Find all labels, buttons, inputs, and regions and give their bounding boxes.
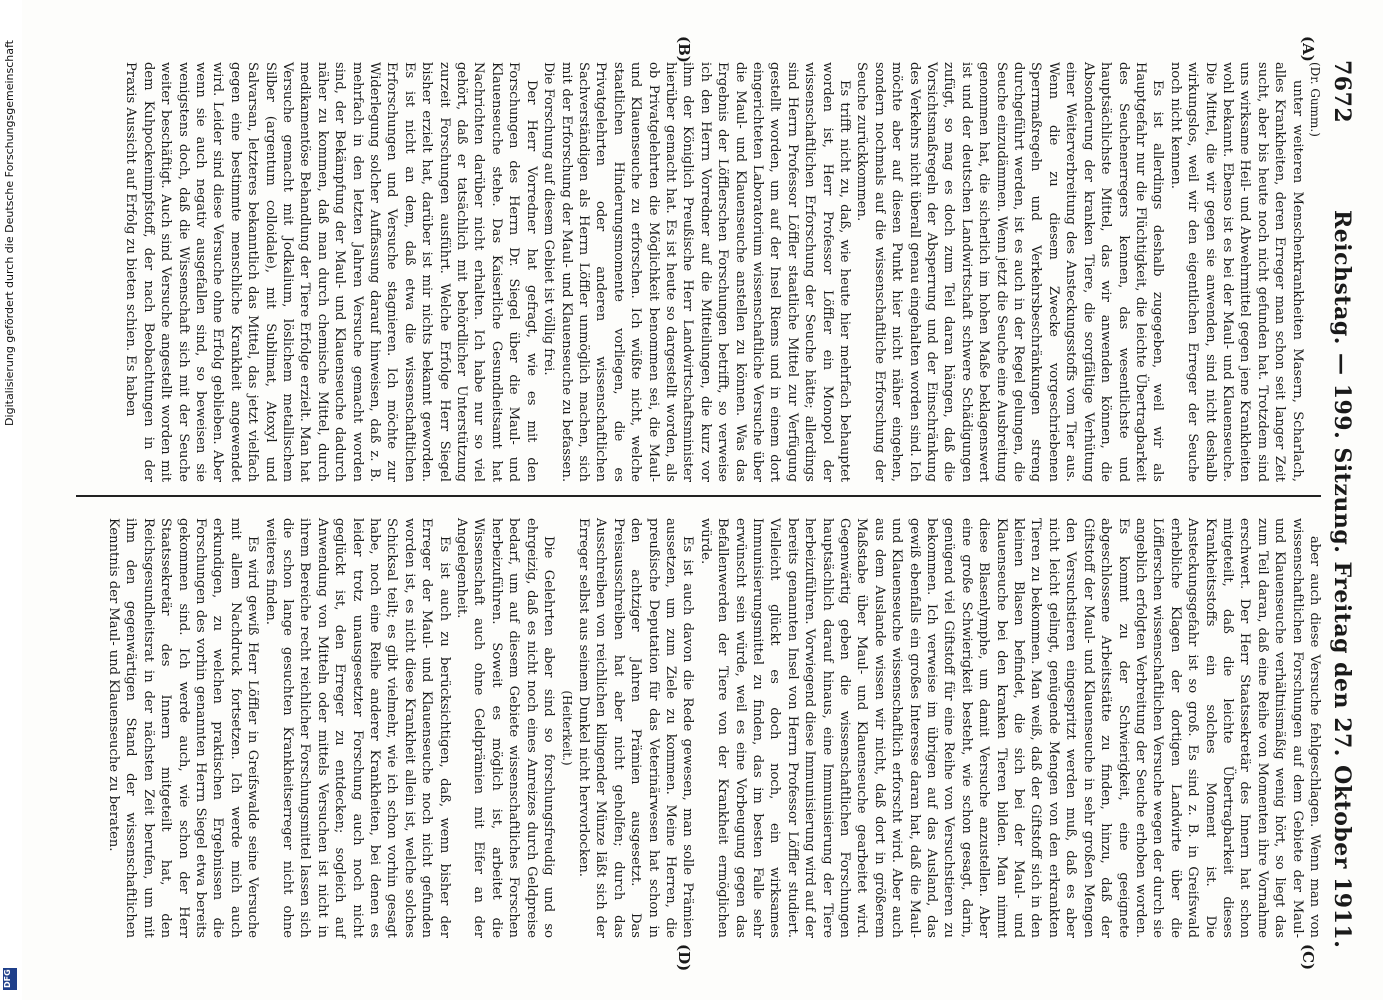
funding-credit: Digitalisierung gefördert durch die Deutsche Forschungsgemeinschaft <box>3 40 16 426</box>
paragraph: aber auch diese Versuche fehlgeschlagen. Wenn man von wissenschaftlichen Forschungen auf dem Gebiete der Maul- und Klauenseuche verhältnismäßig wenig hört, so liegt das zum Teil daran, daß eine Reihe von Momenten ihre Vornahme erschwert. Der Herr Staatssekretär des Innern hat schon mitgeteilt, daß die leichte Übertragbarkeit dieses Krankheitsstoffs ein solches Moment ist. Die Ansteckungsgefahr ist so groß. Es sind z. B. in Greifswald erhebliche Klagen der dortigen Landwirte über die Löfflerschen wissenschaftlichen Versuche wegen der durch sie angeblich erfolgten Verbreitung der Seuche erhoben worden. Es kommt zu der Schwierigkeit, eine geeignete abgeschlossene Arbeitsstätte zu finden, hinzu, daß der Giftstoff der Maul- und Klauenseuche in sehr großen Mengen den Versuchstieren eingespritzt werden muß, daß es aber nicht leicht gelingt, genügende Mengen von den erkrankten Tieren zu bekommen. Man weiß, daß der Giftstoff sich in den kleinen Blasen befindet, die sich bei der Maul- und Klauenseuche bei den kranken Tieren bilden. Man nimmt diese Blasenlymphe, um damit Versuche anzustellen. Aber eine große Schwierigkeit besteht, wie schon gesagt, darin, genügend viel Giftstoff für eine Reihe von Versuchstieren zu bekommen. Ich verweise im übrigen auf das Ausland, das gewiß ebenfalls ein großes Interesse daran hat, daß die Maul- und Klauenseuche wissenschaftlich erforscht wird. Aber auch aus dem Auslande wissen wir nicht, daß dort in größerem Maßstabe über Maul- und Klauenseuche gearbeitet wird. Gegenwärtig geben die wissenschaftlichen Forschungen hauptsächlich darauf hinaus, eine Immunisierung der Tiere herbeizuführen. Vorwiegend diese Immunisierung wird auf der bereits genannten Insel von Herrn Professor Löffler studiert. Vielleicht glückt es doch noch, ein wirksames Immunisierungsmittel zu finden, das im besten Falle sehr erwünscht sein würde, weil es eine Vorbeugung gegen das Befallenwerden der Tiere von der Krankheit ermöglichen würde. <box>697 518 1322 938</box>
running-title: Reichstag. — 199. Sitzung. Freitag den 27. Oktober 1911. <box>1329 210 1355 949</box>
paragraph: Es ist allerdings deshalb zugegeben, weil wir als Hauptgefahr nur die Flüchtigkeit, die leichte Übertragbarkeit des Seuchenerregers kennen, das wesentlichste und hauptsächlichste Mittel, das wir anwenden können, die Absonderung der kranken Tiere, die sorgfältige Verhütung einer Weiterverbreitung des Ansteckungsstoffs vom Tier aus. Wenn die zu diesem Zwecke vorgeschriebenen Sperrmaßregeln und Verkehrsbeschränkungen streng durchgeführt werden, ist es auch in der Regel gelungen, die Seuche einzudämmen. Wenn jetzt die Seuche eine Ausbreitung genommen hat, die sicherlich im hohen Maße beklagenswert ist und der deutschen Landwirtschaft schwere Schädigungen zufügt, so mag es doch zum Teil daran hängen, daß die Vorsichtsmaßregeln der Absperrung und der Einschränkung des Verkehrs nicht überall genau eingehalten worden sind. Ich möchte aber auf diesen Punkt hier nicht näher eingehen, sondern nochmals auf die wissenschaftliche Erforschung der Seuche zurückkommen. <box>854 62 1166 482</box>
dfg-logo: DFG <box>3 968 17 990</box>
paragraph: Es trifft nicht zu, daß, wie heute hier mehrfach behauptet worden ist, Herr Professor Löffler ein Monopol der wissenschaftlichen Erforschung der Seuche hätte; allerdings sind Herrn Professor Löffler staatliche Mittel zur Verfügung gestellt worden, um auf der Insel Riems und in einem dort eingerichteten Laboratorium wissenschaftliche Versuche über die Maul- und Klauenseuche anstellen zu können. Was das Ergebnis der Löfflerschen Forschungen betrifft, so verweise ich den Herrn Vorredner auf die Mitteilungen, die kurz vor ihm der Königlich Preußische Herr Landwirtschaftsminister hierüber gemacht hat. Es ist heute so dargestellt worden, als ob Privatgelehrten die Möglichkeit benommen sei, die Maul- und Klauenseuche zu erforschen. Ich wüßte nicht, welche staatlichen Hinderungsmomente vorliegen, die es Privatgelehrten oder anderen wissenschaftlichen Sachverständigen als Herrn Löffler unmöglich machen, sich mit der Erforschung der Maul- und Klauenseuche zu befassen. Die Forschung auf diesem Gebiet ist völlig frei. <box>541 62 853 482</box>
interjection: (Heiterkeit.) <box>559 690 574 766</box>
left-text-column <box>73 62 1323 482</box>
paragraph: Die Gelehrten aber sind so forschungsfreudig und so ehrgeizig, daß es nicht noch eines Anreizes durch Geldpreise bedarf, um auf diesem Gebiete wissenschaftliches Forschen herbeizuführen. Soweit es möglich ist, arbeitet die Wissenschaft auch ohne Geldprämien mit Eifer an der Angelegenheit. <box>454 518 557 938</box>
column-divider <box>76 495 1321 497</box>
page-header <box>1325 60 1355 970</box>
digitization-sidebar <box>0 0 22 1000</box>
paragraph: Es ist auch davon die Rede gewesen, man solle Prämien aussetzen, um zum Ziele zu kommen. Meine Herren, die preußische Deputation für das Veterinärwesen hat schon in den achtziger Jahren Prämien ausgesetzt. Das Preisausschreiben hat aber nicht geholfen; durch das Ausschreiben von reichlichen klingender Münze läßt sich der Erreger selbst aus seinem Dunkel nicht hervorlocken. <box>575 518 696 938</box>
right-text-column <box>105 518 1323 938</box>
paragraph: Der Herr Vorredner hat gefragt, wie es mit den Forschungen des Herrn Dr. Siegel über die Maul- und Klauenseuche stehe. Das Kaiserliche Gesundheitsamt hat Nachrichten darüber nicht erhalten. Ich habe nur so viel gehört, daß er tatsächlich mit behördlicher Unterstützung zurzeit Forschungen ausführt. Welche Erfolge Herr Siegel bisher erzielt hat, darüber ist mir nichts bekannt geworden. Es ist nicht an dem, daß etwa die wissenschaftlichen Erforschungen und Versuche stagnieren. Ich möchte zur Widerlegung solcher Auffassung darauf hinweisen, daß z. B. mehrfach in den letzten Jahren Versuche gemacht worden sind, der Bekämpfung der Maul- und Klauenseuche dadurch näher zu kommen, daß man durch chemische Mittel, durch medikamentöse Behandlung der Tiere Erfolge erzielt. Man hat Versuche gemacht mit Jodkalium, löslichem metallischem Silber (argentum colloidale), mit Sublimat, Atoxyl und Salvarsan, letzteres bekanntlich das Mittel, das jetzt vielfach gegen eine bestimmte menschliche Krankheit angewendet wird. Leider sind diese Versuche ohne Erfolg geblieben. Aber wenn sie auch negativ ausgefallen sind, so beweisen sie wenigstens doch, daß die Wissenschaft sich mit der Seuche weiter beschäftigt. Auch sind Versuche angestellt worden mit dem Kuhpockenimpfstoff, der nach Beobachtungen in der Praxis Aussicht auf Erfolg zu bieten schien. Es haben <box>123 62 539 482</box>
margin-marker-a: (A) <box>1299 36 1317 62</box>
speaker-tag: (Dr. Gumm.) <box>1308 62 1322 137</box>
paragraph: unter weiteren Menschenkrankheiten Masern, Scharlach, alles Krankheiten, deren Erreger man schon seit langer Zeit sucht, aber bis heute noch nicht gefunden hat. Trotzdem sind uns wirksame Heil- und Abwehrmittel gegen jene Krankheiten wohl bekannt. Ebenso ist es bei der Maul- und Klauenseuche. Die Mittel, die wir gegen sie anwenden, sind nicht deshalb wirkungslos, weil wir den eigentlichen Erreger der Seuche noch nicht kennen. <box>1167 62 1305 482</box>
margin-marker-d: (D) <box>675 944 693 972</box>
page-number: 7672 <box>1329 60 1355 124</box>
margin-marker-b: (B) <box>675 36 693 63</box>
margin-marker-c: (C) <box>1299 944 1317 971</box>
paragraph: Es wird gewiß Herr Löffler in Greifswalde seine Versuche mit allem Nachdruck fortsetzen. Ich werde mich auch erkundigen, zu welchen praktischen Ergebnissen die Forschungen des vorhin genannten Herrn Siegel etwa bereits gekommen sind. Ich werde auch, wie schon der Herr Staatssekretär des Innern mitgeteilt hat, den Reichsgesundheitsrat in der nächsten Zeit berufen, um mit ihm den gegenwärtigen Stand der wissenschaftlichen Kenntnis der Maul- und Klauenseuche zu beraten. <box>105 518 261 938</box>
paragraph: Es ist auch zu berücksichtigen, daß, wenn bisher der Erreger der Maul- und Klauenseuche noch nicht gefunden worden ist, es nicht diese Krankheit allein ist, welche solches Schicksal teilt; es gibt vielmehr, wie ich schon vorhin gesagt habe, noch eine Reihe anderer Krankheiten, bei denen es leider trotz unausgesetzter Forschung auch noch nicht geglückt ist, den Erreger zu entdecken; sogleich auf Anwendung von Mitteln oder mittels Versuchen ist nicht in ihrem Bereiche recht reichlicher Forschungsmittel lassen sich die schon lange gesuchten Krankheitserreger nicht ohne weiteres finden. <box>262 518 452 938</box>
